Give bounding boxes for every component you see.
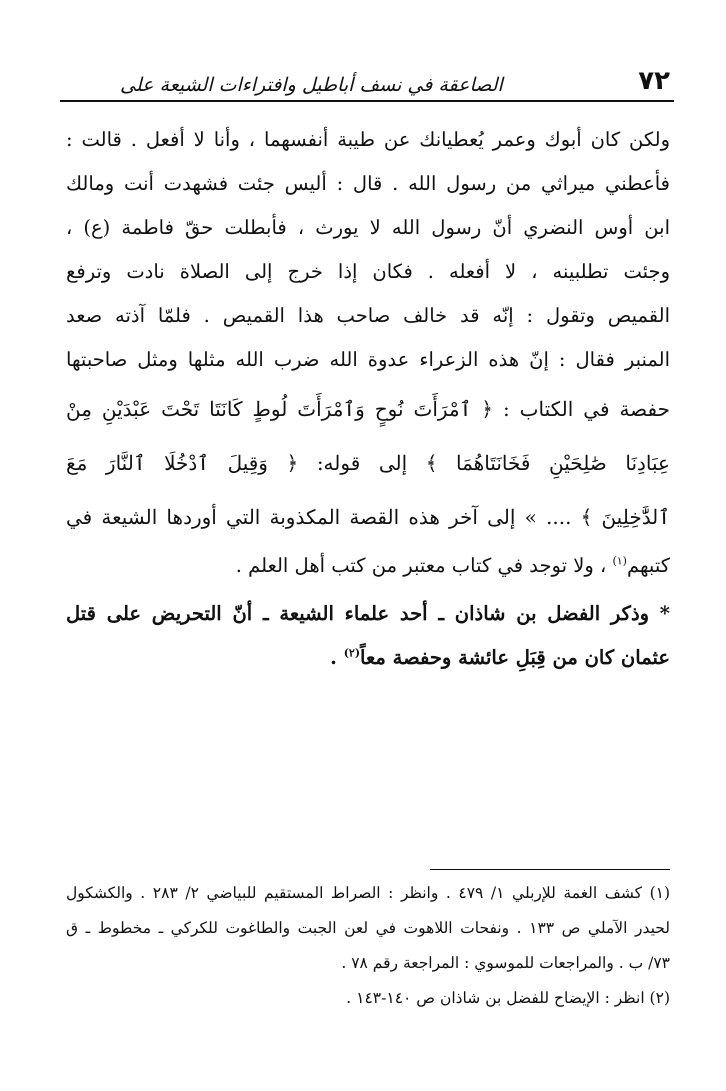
header-rule	[60, 100, 674, 102]
body-line: فأعطني ميراثي من رسول الله . قال : أليس جئت فشهدت أنت ومالك	[66, 172, 670, 195]
quran-verse-line: عِبَادِنَا صَٰلِحَيْنِ فَخَانَتَاهُمَا ﴾ إلى قوله: ﴿ وَقِيلَ ٱدْخُلَا ٱلنَّارَ مَعَ	[66, 451, 670, 475]
footnote-line: لحيدر الآملي ص ١٣٣ . ونفحات اللاهوت في لعن الجبت والطاغوت للكركي ـ مخطوط ـ ق	[66, 919, 670, 937]
body-line: ولكن كان أبوك وعمر يُعطيانك عن طيبة أنفسهما ، وأنا لا أفعل . قالت :	[66, 128, 670, 151]
page-number: ٧٢	[638, 66, 670, 96]
body-line-with-ref	[66, 544, 670, 588]
footnote-line: (١) كشف الغمة للإربلي ١/ ٤٧٩ . وانظر : الصراط المستقيم للبياضي ٢/ ٢٨٣ . والكشكول	[66, 884, 670, 902]
paragraph-2-line-2	[66, 636, 670, 680]
running-title: الصاعقة في نسف أباطيل وافتراءات الشيعة على	[120, 74, 503, 96]
quran-verse-line: ٱلدَّٰخِلِينَ ﴾ .... » إلى آخر هذه القصة المكذوبة التي أوردها الشيعة في	[66, 505, 670, 529]
body-line: القميص وتقول : إنّه قد خالف صاحب هذا القميص . فلمّا آذته صعد	[66, 304, 670, 327]
footnote-ref-2: (٢)	[343, 646, 361, 660]
body-line: وجئت تطلبينه ، لا أفعله . فكان إذا خرج إلى الصلاة نادت وترفع	[66, 260, 670, 283]
body-text-fragment: .	[330, 646, 344, 669]
body-text-fragment: كتبهم	[626, 554, 670, 577]
footnotes	[66, 876, 670, 1016]
footnote-ref-1: (١)	[612, 554, 627, 568]
footnote-line: ٧٣/ ب . والمراجعات للموسوي : المراجعة رقم ٧٨ .	[341, 954, 670, 972]
quran-verse-line: حفصة في الكتاب : ﴿ ٱمْرَأَتَ نُوحٍ وَٱمْرَأَتَ لُوطٍ كَانَتَا تَحْتَ عَبْدَيْنِ مِنْ	[66, 397, 670, 421]
body-line: المنبر فقال : إنّ هذه الزعراء عدوة الله ضرب الله مثلها ومثل صاحبتها	[66, 348, 670, 371]
body-text-fragment: ، ولا توجد في كتاب معتبر من كتب أهل العلم .	[235, 554, 613, 577]
body-text-fragment: عثمان كان من قِبَلِ عائشة وحفصة معاً	[360, 646, 670, 669]
page-header	[60, 52, 670, 96]
body-text	[66, 118, 670, 680]
footnote-line: (٢) انظر : الإيضاح للفضل بن شاذان ص ١٤٠-١٤٣ .	[346, 989, 670, 1007]
paragraph-2-line-1: * وذكر الفضل بن شاذان ـ أحد علماء الشيعة ـ أنّ التحريض على قتل	[66, 602, 670, 625]
footnote-rule	[430, 869, 670, 870]
body-line: ابن أوس النضري أنّ رسول الله لا يورث ، فأبطلت حقّ فاطمة (ع) ،	[66, 216, 670, 239]
